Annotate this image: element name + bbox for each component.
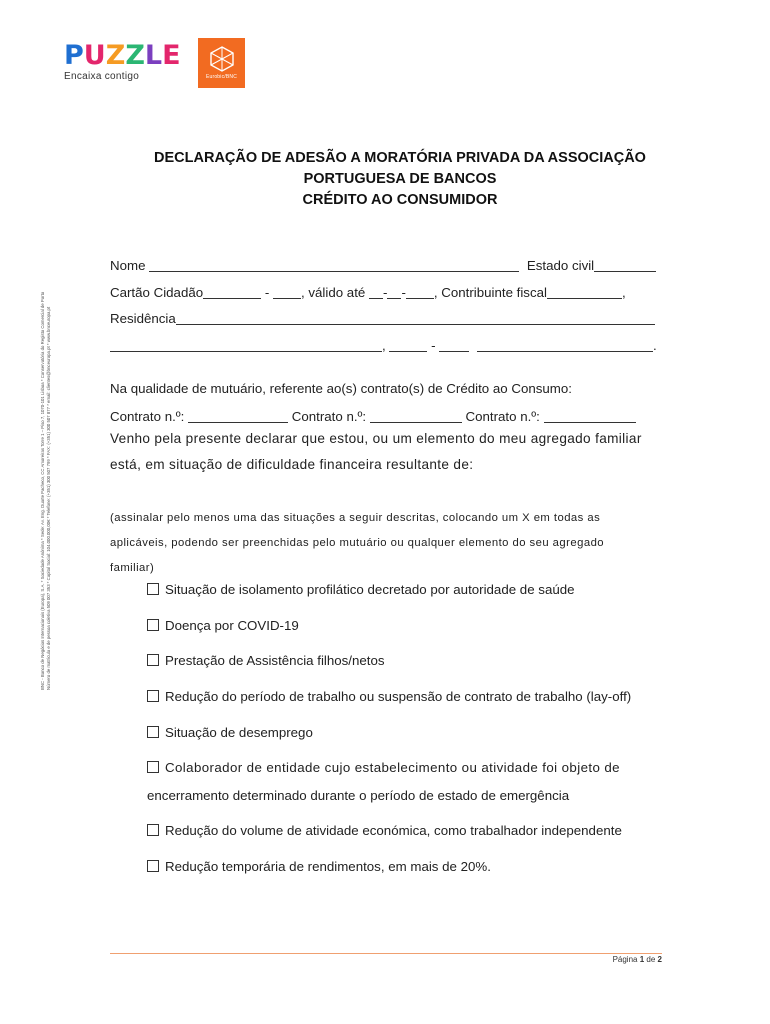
page-total: 2 [657,955,662,964]
option-volume [147,823,622,838]
puzzle-logo [64,42,184,88]
dash: - [431,338,436,353]
mutuario-text: Na qualidade de mutuário, referente ao(s) contrato(s) de Crédito ao Consumo: [110,381,572,396]
puzzle-letter: E [162,40,180,71]
contribuinte-label: , Contribuinte fiscal [433,285,547,300]
residencia-label: Residência [110,311,176,326]
estado-civil-label: Estado civil [526,258,595,273]
dash: - [401,285,406,300]
side-legal-line: BNC - Banco de Negócios Internacionais (Europa), S.A. * Sociedade Anónima * Sede: Av. Eng. Duarte Pacheco, CC Amoreiras Torre 1 – Piso 7, 1070-101 Lisboa * Conservatória do Registo Comercial de Porto [40,291,45,690]
page-current: 1 [639,955,645,964]
puzzle-letter: L [144,40,162,71]
contrato-field-3[interactable] [544,409,636,423]
locality-field[interactable] [477,338,653,352]
checkbox[interactable] [147,654,159,666]
option-assistencia [147,653,385,668]
title-line: DECLARAÇÃO DE ADESÃO A MORATÓRIA PRIVADA DA ASSOCIAÇÃO [154,150,646,166]
puzzle-letter: U [83,40,105,71]
side-legal-text [40,250,52,690]
option-label: Prestação de Assistência filhos/netos [165,653,385,668]
option-desemprego [147,725,313,740]
cartao-row [110,285,626,300]
puzzle-letter: Z [125,40,144,71]
option-rendimentos [147,859,491,874]
declaration-line: está, em situação de dificuldade financeira resultante de: [110,457,474,472]
page-of: de [646,955,656,964]
option-label: Situação de isolamento profilático decretado por autoridade de saúde [165,582,575,597]
option-label: Colaborador de entidade cujo estabelecimento ou atividade foi objeto de [165,760,620,775]
valido-label: , válido até [300,285,366,300]
nome-row [110,258,656,273]
footer-divider [110,953,662,954]
option-label: Redução temporária de rendimentos, em mais de 20%. [165,859,491,874]
postal-suffix-field[interactable] [439,338,469,352]
bank-logo [198,38,245,88]
nome-label: Nome [110,258,146,273]
address-row [110,338,657,353]
declaration-paragraph [110,426,662,478]
puzzle-letter: P [64,40,83,71]
checkbox[interactable] [147,690,159,702]
comma: , [382,338,386,353]
declaration-line: Venho pela presente declarar que estou, ou um elemento do meu agregado familiar [110,431,642,446]
checkbox[interactable] [147,619,159,631]
checkbox[interactable] [147,726,159,738]
option-covid [147,618,299,633]
nome-field[interactable] [149,258,519,272]
note-line: aplicáveis, podendo ser preenchidas pelo mutuário ou qualquer elemento do seu agregado [110,537,605,549]
residencia-row [110,311,655,326]
document-title [100,148,700,211]
address-field[interactable] [110,338,382,352]
checkbox[interactable] [147,583,159,595]
option-lay-off [147,689,631,704]
cartao-number-field[interactable] [203,285,261,299]
bank-name: Eurobic/BNC [205,74,238,80]
period: . [652,338,657,353]
dash: - [383,285,388,300]
contrato-label: Contrato n.º: [110,409,185,424]
option-label: Redução do volume de atividade económica, como trabalhador independente [165,823,622,838]
residencia-field[interactable] [176,311,655,325]
title-line: CRÉDITO AO CONSUMIDOR [302,192,498,208]
cartao-label: Cartão Cidadão [110,285,204,300]
puzzle-tagline: Encaixa contigo [64,71,140,82]
checkbox[interactable] [147,824,159,836]
contrato-field-1[interactable] [188,409,288,423]
dash: - [264,285,270,300]
estado-civil-field[interactable] [594,258,656,272]
option-label: Redução do período de trabalho ou suspensão de contrato de trabalho (lay-off) [165,689,632,704]
checkbox[interactable] [147,860,159,872]
valid-month-field[interactable] [387,285,401,299]
comma: , [621,285,626,300]
option-encerramento-continuation: encerramento determinado durante o período de estado de emergência [147,788,570,803]
puzzle-letter: Z [105,40,125,71]
bank-emblem-icon [209,46,235,72]
option-label: Situação de desemprego [165,725,313,740]
puzzle-wordmark [64,42,184,69]
contrato-field-2[interactable] [370,409,462,423]
side-legal-line: Número de matrícula e de pessoa coletiva 509 007 353 * Capital Social: 104.000.000,00€ * Telefone: (+351) 300 507 799 * FAX: (+351) 300 507 877 * email: clientes@bnceuropa.pt * www.bnceuropa.pt [46,306,51,690]
page-number [560,955,662,964]
note-line: familiar) [110,562,155,574]
valid-day-field[interactable] [369,285,383,299]
checkbox[interactable] [147,761,159,773]
title-line: PORTUGUESA DE BANCOS [303,171,497,187]
contrato-label: Contrato n.º: [291,409,367,424]
contratos-row [110,409,636,424]
instruction-note [110,506,662,581]
cartao-check-field[interactable] [273,285,301,299]
contrato-label: Contrato n.º: [465,409,540,424]
option-label: Doença por COVID-19 [165,618,299,633]
page-label: Página [612,955,638,964]
postal-code-field[interactable] [389,338,427,352]
option-isolamento [147,582,575,597]
option-encerramento [147,760,620,775]
valid-year-field[interactable] [406,285,434,299]
note-line: (assinalar pelo menos uma das situações a seguir descritas, colocando um X em todas as [110,512,601,524]
contribuinte-field[interactable] [547,285,622,299]
